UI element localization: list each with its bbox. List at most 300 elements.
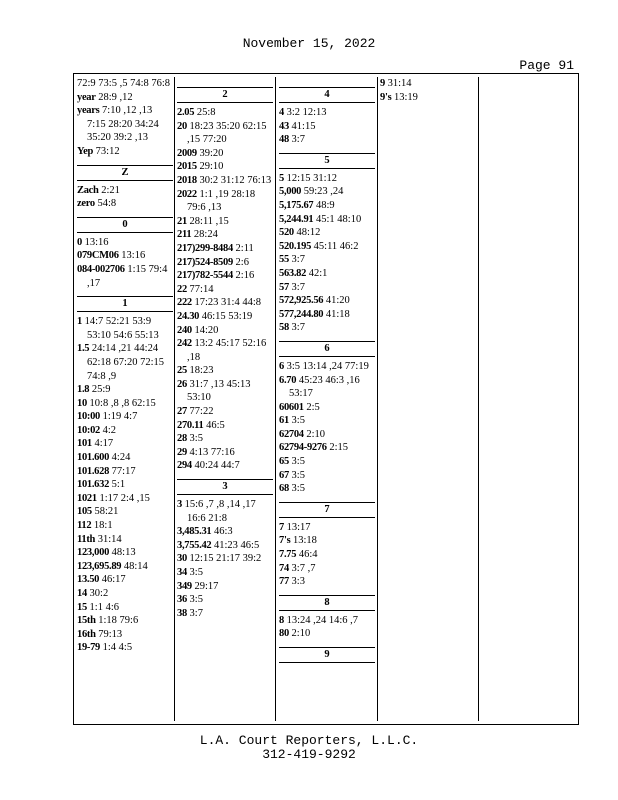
- index-term: 22: [177, 283, 187, 295]
- index-entry: [279, 294, 375, 308]
- index-term: 101.632: [77, 479, 110, 491]
- index-refs: 2:10: [306, 428, 326, 440]
- index-entry: [279, 401, 375, 415]
- index-refs: 2:16: [235, 270, 255, 282]
- index-entry: [77, 505, 173, 519]
- index-refs: 2:10: [291, 628, 311, 640]
- index-refs: 28:9 ,12: [98, 91, 133, 103]
- index-term: 217)524-8509: [177, 256, 233, 268]
- index-entry: [77, 91, 173, 105]
- index-term: 30: [177, 553, 187, 565]
- index-term: 9: [380, 78, 385, 89]
- index-refs: 45:1 48:10: [315, 213, 362, 225]
- index-refs: 54:8: [97, 198, 117, 210]
- index-entry: [177, 120, 273, 147]
- index-refs: 13:17: [286, 521, 311, 533]
- index-refs: 2:21: [101, 184, 120, 196]
- index-entry: [77, 315, 173, 342]
- index-refs: 28:11 ,15: [189, 215, 229, 227]
- footer-phone: 312-419-9292: [262, 747, 356, 762]
- index-term: 101: [77, 438, 92, 450]
- index-refs: 12:15 21:17 39:2: [189, 553, 262, 565]
- index-entry: [77, 410, 173, 424]
- page-date: November 15, 2022: [242, 36, 376, 51]
- index-refs: 15:6 ,7 ,8 ,14 ,17 16:6 21:8: [184, 499, 256, 524]
- index-entry: [177, 269, 273, 283]
- index-refs: 40:24 44:7: [194, 460, 240, 472]
- index-refs: 2:6: [235, 256, 249, 268]
- index-entry: [279, 360, 375, 374]
- index-column-4: [380, 77, 476, 720]
- index-refs: 3:5: [291, 483, 305, 495]
- index-term: 80: [279, 628, 289, 640]
- index-term: 13.50: [77, 574, 100, 586]
- index-refs: 48:13: [111, 547, 136, 559]
- index-entry: [279, 627, 375, 641]
- index-refs: 73:12: [95, 145, 120, 157]
- index-refs: 7:10 ,12 ,13 7:15 28:20 34:24 35:20 39:2 ,13: [87, 105, 159, 144]
- index-refs: 14:7 52:21 53:9 53:10 54:6 55:13: [84, 316, 159, 341]
- index-term: 62794-9276: [279, 442, 327, 454]
- index-entry: [77, 342, 173, 383]
- index-term: 9's: [380, 91, 392, 103]
- index-entry: [279, 133, 375, 147]
- index-term: 10: [77, 397, 87, 409]
- index-refs: 48:12: [296, 227, 321, 239]
- index-entry: [177, 432, 273, 446]
- index-term: 62704: [279, 428, 304, 440]
- index-term: 27: [177, 406, 187, 418]
- index-entry: [77, 236, 173, 250]
- index-term: 240: [177, 324, 192, 336]
- index-refs: 72:9 73:5 ,5 74:8 76:8: [77, 78, 171, 89]
- index-term: 77: [279, 576, 289, 588]
- index-term: 1: [77, 316, 82, 328]
- index-term: 14: [77, 588, 87, 599]
- section-heading: 5: [279, 153, 375, 169]
- index-refs: 77:22: [189, 406, 214, 418]
- index-term: 5,175.67: [279, 199, 314, 211]
- index-term: 101.600: [77, 452, 110, 464]
- index-entry: [177, 337, 273, 364]
- index-column-1: [77, 77, 173, 720]
- index-term: 15th: [77, 615, 96, 627]
- index-term: 242: [177, 338, 192, 350]
- index-entry: [177, 256, 273, 270]
- index-refs: 4:2: [102, 424, 117, 436]
- index-entry: [77, 451, 173, 465]
- section-heading: 9: [279, 647, 375, 663]
- index-refs: 3:5: [291, 469, 305, 481]
- index-term: 36: [177, 594, 187, 606]
- index-refs: 79:13: [98, 628, 123, 640]
- index-term: 19-79: [77, 642, 100, 654]
- index-term: 65: [279, 456, 289, 468]
- index-refs: 13:19: [393, 91, 418, 103]
- index-refs: 58:21: [94, 506, 119, 518]
- section-heading: 0: [77, 217, 173, 233]
- index-term: 11th: [77, 533, 96, 545]
- index-term: 58: [279, 322, 289, 334]
- index-term: 5,244.91: [279, 213, 314, 225]
- index-term: zero: [77, 198, 95, 210]
- section-heading: 3: [177, 479, 273, 495]
- index-term: 28: [177, 433, 187, 445]
- index-entry: [77, 533, 173, 547]
- index-term: 61: [279, 415, 289, 427]
- index-entry: [77, 145, 173, 159]
- index-term: 5: [279, 172, 284, 184]
- index-term: 3,485.31: [177, 526, 212, 538]
- index-term: 26: [177, 378, 187, 390]
- index-term: 57: [279, 281, 289, 293]
- index-refs: 29:17: [194, 580, 219, 592]
- index-refs: 4:24: [111, 452, 131, 464]
- index-refs: 46:3: [213, 526, 233, 538]
- index-term: 38: [177, 607, 187, 619]
- index-entry: [177, 364, 273, 378]
- index-entry: [177, 419, 273, 433]
- index-refs: 45:11 46:2: [313, 240, 359, 252]
- index-entry: [177, 147, 273, 161]
- footer-company: L.A. Court Reporters, L.L.C.: [199, 733, 419, 748]
- index-entry: [279, 226, 375, 240]
- index-refs: 28:24: [193, 229, 218, 241]
- index-entry: [77, 492, 173, 506]
- index-refs: 29:10: [199, 161, 224, 173]
- index-refs: 25:8: [196, 107, 216, 118]
- index-entry: [279, 562, 375, 576]
- index-term: 520.195: [279, 240, 312, 252]
- index-entry: [279, 172, 375, 186]
- column-divider: [377, 77, 378, 721]
- index-term: 520: [279, 227, 294, 239]
- index-entry: [380, 77, 476, 91]
- index-term: 68: [279, 483, 289, 495]
- index-entry: [177, 215, 273, 229]
- section-heading: 6: [279, 341, 375, 357]
- index-refs: 3:5: [291, 415, 305, 427]
- index-term: year: [77, 91, 96, 103]
- section-heading: 2: [177, 87, 273, 103]
- index-entry: [77, 383, 173, 397]
- index-term: 55: [279, 254, 289, 266]
- index-term: 67: [279, 469, 289, 481]
- index-entry: [279, 213, 375, 227]
- index-entry: [77, 184, 173, 198]
- index-refs: 41:15: [291, 120, 316, 132]
- index-refs: 3:2 12:13: [286, 107, 327, 118]
- index-entry: [77, 614, 173, 628]
- index-entry: [279, 614, 375, 628]
- index-refs: 25:9: [91, 384, 111, 396]
- index-refs: 2:5: [306, 401, 320, 413]
- index-entry: [77, 249, 173, 263]
- index-entry: [177, 283, 273, 297]
- index-refs: 59:23 ,24: [303, 186, 344, 198]
- index-refs: 48:14: [123, 560, 148, 572]
- index-refs: 13:24 ,24 14:6 ,7: [286, 614, 359, 626]
- index-refs: 46:4: [298, 549, 318, 561]
- index-refs: 3:7: [189, 607, 203, 619]
- index-term: 1021: [77, 492, 97, 504]
- index-entry: [177, 324, 273, 338]
- index-entry: [279, 308, 375, 322]
- index-entry: [77, 437, 173, 451]
- index-entry: [177, 446, 273, 460]
- index-term: 2022: [177, 188, 197, 200]
- index-refs: 3:7 ,7: [291, 562, 316, 574]
- index-entry: [279, 428, 375, 442]
- index-entry: [177, 160, 273, 174]
- index-term: 74: [279, 562, 289, 574]
- section-heading: Z: [77, 165, 173, 181]
- index-refs: 18:23: [189, 365, 214, 377]
- index-term: 349: [177, 580, 192, 592]
- index-term: 3: [177, 499, 182, 511]
- index-entry: [279, 575, 375, 589]
- index-term: 7: [279, 521, 284, 533]
- index-entry: [177, 566, 273, 580]
- index-refs: 48:9: [315, 199, 335, 211]
- index-refs: 3:5: [189, 433, 203, 445]
- section-heading: 8: [279, 595, 375, 611]
- index-term: 217)782-5544: [177, 270, 233, 282]
- column-divider: [478, 77, 479, 721]
- index-entry: [177, 593, 273, 607]
- index-refs: 1:19 4:7: [102, 411, 138, 423]
- index-entry: [177, 607, 273, 621]
- index-refs: 4:17: [94, 438, 114, 450]
- index-refs: 41:23 46:5: [213, 539, 260, 551]
- index-entry: [279, 534, 375, 548]
- index-entry: [77, 104, 173, 145]
- index-term: 123,000: [77, 547, 110, 559]
- index-entry: [177, 539, 273, 553]
- index-entry: [380, 91, 476, 105]
- index-term: 24.30: [177, 310, 200, 322]
- index-refs: 18:1: [93, 520, 113, 532]
- index-refs: 4:13 77:16: [189, 446, 235, 458]
- index-term: 572,925.56: [279, 295, 324, 307]
- index-entry: [77, 641, 173, 655]
- index-term: 29: [177, 446, 187, 458]
- index-entry: [77, 424, 173, 438]
- index-refs: 14:20: [194, 324, 219, 336]
- index-term: 34: [177, 567, 187, 578]
- index-term: 112: [77, 520, 92, 532]
- index-entry: [77, 601, 173, 615]
- index-term: 222: [177, 297, 192, 309]
- index-refs: 3:7: [291, 254, 305, 266]
- index-term: Zach: [77, 184, 99, 196]
- index-entry: [279, 548, 375, 562]
- index-refs: 1:15 79:4 ,17: [87, 263, 168, 289]
- index-term: 60601: [279, 401, 304, 413]
- index-entry: [279, 482, 375, 496]
- index-term: 6.70: [279, 374, 297, 386]
- index-refs: 5:1: [111, 479, 126, 491]
- index-term: 20: [177, 120, 187, 132]
- index-refs: 1:18 79:6: [98, 615, 139, 627]
- index-refs: 31:7 ,13 45:13 53:10: [187, 378, 251, 404]
- index-entry: [77, 77, 173, 91]
- index-entry: [177, 552, 273, 566]
- index-column-3: [279, 77, 375, 720]
- index-entry: [279, 281, 375, 295]
- index-term: 7.75: [279, 549, 297, 561]
- index-refs: 46:17: [101, 574, 126, 586]
- index-refs: 2:15: [329, 442, 349, 454]
- index-refs: 13:18: [292, 535, 317, 547]
- index-refs: 1:17 2:4 ,15: [99, 492, 150, 504]
- index-frame: [73, 73, 579, 725]
- index-column-2: [177, 77, 273, 720]
- index-entry: [177, 580, 273, 594]
- index-refs: 77:17: [111, 465, 136, 477]
- index-refs: 13:16: [121, 250, 146, 262]
- index-refs: 3:7: [291, 281, 305, 293]
- index-term: 5,000: [279, 186, 302, 198]
- index-entry: [177, 525, 273, 539]
- index-refs: 3:5: [189, 594, 203, 606]
- index-term: 294: [177, 460, 192, 472]
- index-term: 43: [279, 120, 289, 132]
- index-term: 101.628: [77, 465, 110, 477]
- index-term: 3,755.42: [177, 539, 212, 551]
- index-term: 48: [279, 134, 289, 146]
- index-term: Yep: [77, 145, 94, 157]
- section-heading: 7: [279, 502, 375, 518]
- index-refs: 31:14: [97, 533, 122, 545]
- index-term: 1.5: [77, 343, 90, 355]
- column-divider: [275, 77, 276, 721]
- index-entry: [177, 296, 273, 310]
- index-entry: [177, 228, 273, 242]
- index-refs: 3:5: [291, 456, 305, 468]
- index-term: 270.11: [177, 419, 204, 431]
- index-refs: 3:5: [189, 567, 203, 578]
- index-term: 2009: [177, 147, 197, 159]
- index-term: 15: [77, 601, 87, 613]
- index-entry: [279, 253, 375, 267]
- index-entry: [177, 378, 273, 405]
- index-entry: [177, 242, 273, 256]
- index-refs: 77:14: [189, 283, 214, 295]
- index-entry: [279, 455, 375, 469]
- index-refs: 3:3: [291, 576, 305, 588]
- index-refs: 30:2 31:12 76:13: [199, 174, 272, 186]
- index-entry: [77, 587, 173, 601]
- index-refs: 18:23 35:20 62:15 ,15 77:20: [187, 120, 267, 146]
- index-refs: 31:14: [387, 78, 412, 89]
- index-term: 7's: [279, 535, 291, 547]
- index-entry: [279, 120, 375, 134]
- index-term: 10:02: [77, 424, 100, 436]
- index-refs: 46:15 53:19: [201, 310, 253, 322]
- index-term: 10:00: [77, 411, 100, 423]
- index-refs: 12:15 31:12: [286, 172, 338, 184]
- index-term: years: [77, 105, 100, 117]
- index-term: 105: [77, 506, 92, 518]
- index-entry: [77, 478, 173, 492]
- index-entry: [77, 465, 173, 479]
- index-entry: [279, 521, 375, 535]
- index-entry: [77, 560, 173, 574]
- index-term: 2015: [177, 161, 197, 173]
- index-entry: [279, 441, 375, 455]
- index-refs: 3:7: [291, 134, 305, 146]
- index-entry: [177, 310, 273, 324]
- section-heading: 1: [77, 296, 173, 312]
- index-term: 123,695.89: [77, 560, 122, 572]
- index-entry: [177, 188, 273, 215]
- index-entry: [279, 414, 375, 428]
- index-refs: 42:1: [308, 267, 328, 279]
- index-refs: 39:20: [199, 147, 224, 159]
- index-term: 16th: [77, 628, 96, 640]
- index-refs: 1:4 4:5: [102, 642, 133, 654]
- index-entry: [77, 263, 173, 290]
- index-term: 079CM06: [77, 250, 119, 262]
- index-entry: [77, 573, 173, 587]
- index-term: 211: [177, 229, 192, 241]
- index-entry: [77, 519, 173, 533]
- index-term: 2.05: [177, 107, 195, 118]
- index-refs: 2:11: [235, 242, 254, 254]
- index-refs: 1:1 4:6: [89, 601, 119, 613]
- index-entry: [177, 405, 273, 419]
- index-entry: [177, 106, 273, 120]
- index-entry: [279, 106, 375, 120]
- index-refs: 45:23 46:3 ,16 53:17: [289, 374, 360, 400]
- index-refs: 3:7: [291, 322, 305, 334]
- index-entry: [279, 374, 375, 401]
- index-refs: 41:18: [325, 308, 350, 320]
- index-entry: [279, 321, 375, 335]
- index-refs: 10:8 ,8 ,8 62:15: [89, 397, 156, 409]
- index-refs: 24:14 ,21 44:24 62:18 67:20 72:15 74:8 ,9: [87, 343, 165, 382]
- index-term: 0: [77, 236, 82, 248]
- index-term: 2018: [177, 174, 197, 186]
- column-divider: [174, 77, 175, 721]
- index-term: 21: [177, 215, 187, 227]
- index-term: 4: [279, 107, 284, 118]
- index-refs: 13:16: [84, 236, 109, 248]
- index-refs: 41:20: [325, 295, 350, 307]
- index-term: 217)299-8484: [177, 242, 233, 254]
- index-refs: 46:5: [206, 419, 225, 431]
- index-entry: [177, 498, 273, 525]
- index-term: 084-002706: [77, 263, 125, 275]
- page-number: Page 91: [519, 58, 574, 73]
- index-refs: 13:2 45:17 52:16 ,18: [187, 338, 267, 363]
- index-term: 577,244.80: [279, 308, 324, 320]
- index-entry: [77, 397, 173, 411]
- index-entry: [279, 240, 375, 254]
- index-term: 6: [279, 360, 284, 372]
- index-term: 8: [279, 614, 284, 626]
- index-refs: 17:23 31:4 44:8: [194, 297, 261, 309]
- index-refs: 30:2: [89, 588, 109, 599]
- index-refs: 3:5 13:14 ,24 77:19: [286, 360, 369, 372]
- index-entry: [77, 546, 173, 560]
- index-refs: 1:1 ,19 28:18 79:6 ,13: [187, 188, 256, 214]
- index-entry: [279, 199, 375, 213]
- index-entry: [279, 185, 375, 199]
- index-entry: [77, 628, 173, 642]
- section-heading: 4: [279, 87, 375, 103]
